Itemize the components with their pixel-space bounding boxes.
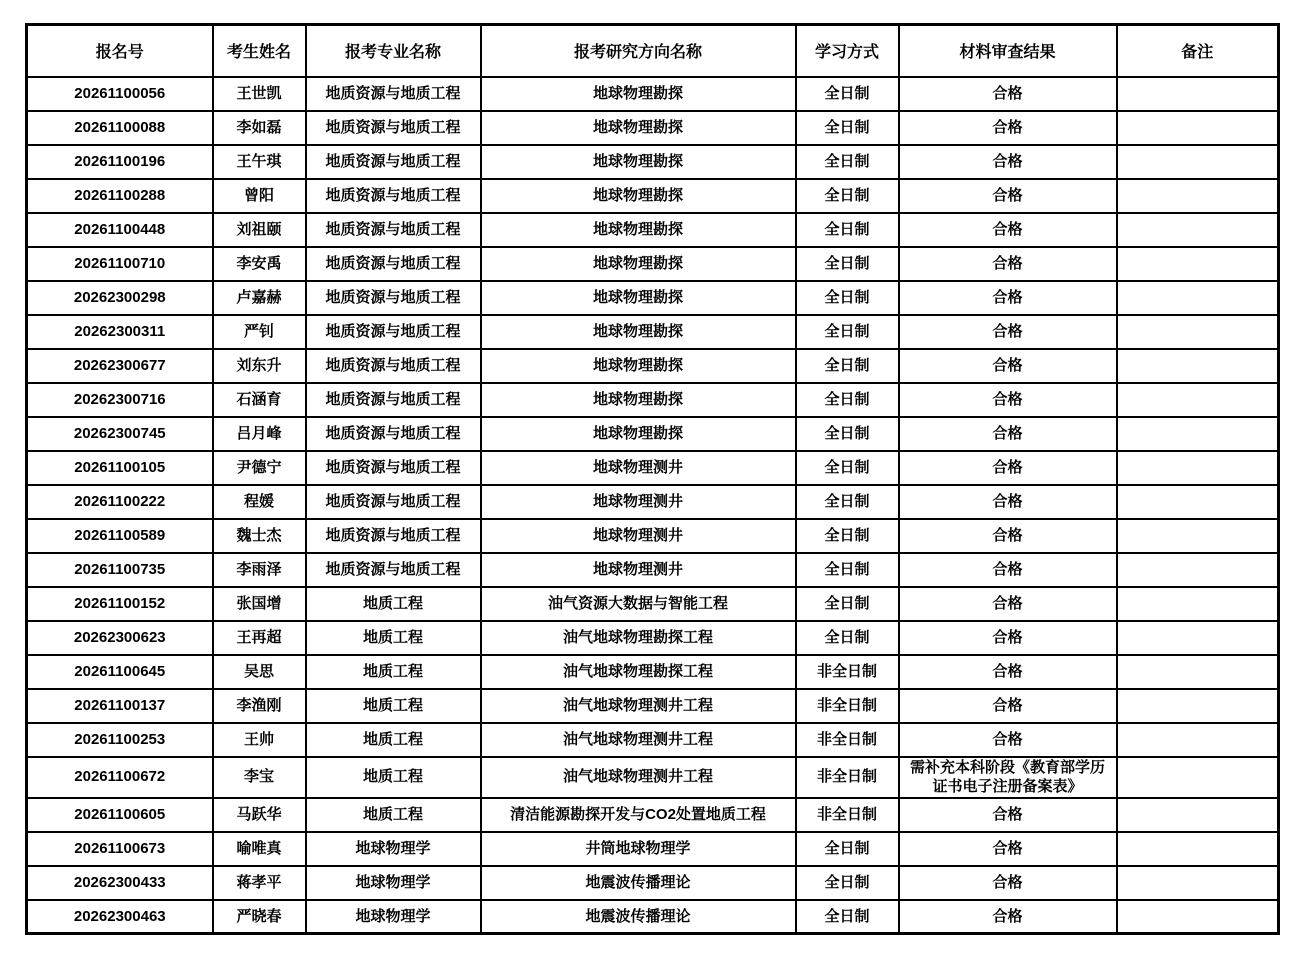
cell-direction: 地球物理勘探 [481,77,796,111]
cell-name: 石涵育 [213,383,306,417]
cell-reg-no: 20262300677 [27,349,213,383]
cell-major: 地质工程 [306,689,481,723]
cell-remark [1117,689,1279,723]
cell-review: 合格 [899,587,1117,621]
cell-review: 合格 [899,655,1117,689]
cell-major: 地质工程 [306,655,481,689]
cell-remark [1117,213,1279,247]
cell-direction: 油气地球物理测井工程 [481,723,796,757]
cell-reg-no: 20261100448 [27,213,213,247]
cell-review: 合格 [899,417,1117,451]
cell-major: 地质工程 [306,723,481,757]
cell-remark [1117,900,1279,934]
cell-name: 李宝 [213,757,306,798]
cell-name: 王世凯 [213,77,306,111]
cell-review: 合格 [899,315,1117,349]
table-row [27,315,1279,349]
table-row [27,553,1279,587]
table-row [27,900,1279,934]
cell-name: 曾阳 [213,179,306,213]
cell-reg-no: 20261100288 [27,179,213,213]
cell-remark [1117,451,1279,485]
cell-study-mode: 全日制 [796,145,899,179]
cell-review: 合格 [899,349,1117,383]
table-row [27,383,1279,417]
cell-study-mode: 非全日制 [796,689,899,723]
cell-major: 地质资源与地质工程 [306,179,481,213]
table-row [27,417,1279,451]
cell-reg-no: 20262300623 [27,621,213,655]
column-header-review: 材料审查结果 [899,25,1117,77]
cell-remark [1117,383,1279,417]
cell-study-mode: 非全日制 [796,655,899,689]
cell-study-mode: 全日制 [796,349,899,383]
cell-remark [1117,587,1279,621]
cell-direction: 地震波传播理论 [481,900,796,934]
cell-review: 合格 [899,383,1117,417]
cell-study-mode: 全日制 [796,866,899,900]
cell-direction: 地球物理勘探 [481,213,796,247]
column-header-direction: 报考研究方向名称 [481,25,796,77]
column-header-major: 报考专业名称 [306,25,481,77]
cell-name: 卢嘉赫 [213,281,306,315]
table-header [27,25,1279,77]
cell-name: 刘祖颐 [213,213,306,247]
cell-reg-no: 20261100735 [27,553,213,587]
cell-direction: 井筒地球物理学 [481,832,796,866]
cell-major: 地质资源与地质工程 [306,349,481,383]
cell-name: 张国增 [213,587,306,621]
cell-study-mode: 全日制 [796,900,899,934]
cell-major: 地质工程 [306,621,481,655]
cell-remark [1117,723,1279,757]
cell-direction: 地球物理勘探 [481,349,796,383]
cell-review: 合格 [899,213,1117,247]
cell-reg-no: 20262300716 [27,383,213,417]
table-row [27,247,1279,281]
cell-remark [1117,315,1279,349]
cell-reg-no: 20262300298 [27,281,213,315]
cell-review: 合格 [899,247,1117,281]
cell-study-mode: 全日制 [796,315,899,349]
cell-direction: 油气地球物理勘探工程 [481,655,796,689]
cell-direction: 油气资源大数据与智能工程 [481,587,796,621]
table-row [27,213,1279,247]
cell-remark [1117,247,1279,281]
cell-major: 地质资源与地质工程 [306,519,481,553]
cell-remark [1117,519,1279,553]
header-row [27,25,1279,77]
cell-major: 地球物理学 [306,866,481,900]
table-row [27,485,1279,519]
cell-direction: 地球物理勘探 [481,281,796,315]
cell-reg-no: 20261100672 [27,757,213,798]
cell-major: 地质资源与地质工程 [306,315,481,349]
cell-review: 合格 [899,798,1117,832]
cell-reg-no: 20262300433 [27,866,213,900]
cell-name: 吕月峰 [213,417,306,451]
cell-remark [1117,111,1279,145]
cell-name: 李渔刚 [213,689,306,723]
cell-name: 严晓春 [213,900,306,934]
cell-reg-no: 20261100589 [27,519,213,553]
cell-review: 合格 [899,77,1117,111]
cell-direction: 地球物理测井 [481,451,796,485]
column-header-name: 考生姓名 [213,25,306,77]
cell-direction: 地球物理勘探 [481,179,796,213]
cell-review: 合格 [899,519,1117,553]
cell-study-mode: 非全日制 [796,757,899,798]
cell-name: 李雨泽 [213,553,306,587]
table-row [27,832,1279,866]
cell-study-mode: 全日制 [796,281,899,315]
cell-reg-no: 20261100152 [27,587,213,621]
cell-name: 王午琪 [213,145,306,179]
cell-major: 地质工程 [306,757,481,798]
cell-remark [1117,621,1279,655]
cell-review: 合格 [899,451,1117,485]
table-row [27,451,1279,485]
cell-remark [1117,866,1279,900]
cell-direction: 地球物理测井 [481,553,796,587]
cell-major: 地质资源与地质工程 [306,111,481,145]
cell-study-mode: 全日制 [796,247,899,281]
cell-review: 合格 [899,553,1117,587]
cell-direction: 地球物理勘探 [481,145,796,179]
cell-study-mode: 全日制 [796,485,899,519]
cell-name: 严钊 [213,315,306,349]
cell-reg-no: 20261100673 [27,832,213,866]
cell-major: 地质资源与地质工程 [306,417,481,451]
table-row [27,77,1279,111]
table-row [27,689,1279,723]
cell-name: 尹德宁 [213,451,306,485]
cell-review: 合格 [899,621,1117,655]
cell-direction: 油气地球物理测井工程 [481,757,796,798]
cell-direction: 地球物理勘探 [481,247,796,281]
cell-reg-no: 20261100056 [27,77,213,111]
cell-remark [1117,179,1279,213]
table-row [27,349,1279,383]
table-row [27,757,1279,798]
cell-remark [1117,655,1279,689]
cell-review: 合格 [899,111,1117,145]
cell-reg-no: 20261100253 [27,723,213,757]
cell-reg-no: 20261100088 [27,111,213,145]
cell-major: 地质资源与地质工程 [306,77,481,111]
cell-direction: 地球物理测井 [481,519,796,553]
cell-direction: 地震波传播理论 [481,866,796,900]
cell-name: 吴思 [213,655,306,689]
cell-major: 地质资源与地质工程 [306,383,481,417]
cell-name: 王再超 [213,621,306,655]
cell-direction: 油气地球物理勘探工程 [481,621,796,655]
cell-reg-no: 20262300311 [27,315,213,349]
table-row [27,621,1279,655]
cell-remark [1117,77,1279,111]
cell-name: 喻唯真 [213,832,306,866]
table-row [27,723,1279,757]
table-row [27,281,1279,315]
cell-reg-no: 20261100222 [27,485,213,519]
cell-study-mode: 全日制 [796,213,899,247]
cell-name: 李安禹 [213,247,306,281]
cell-major: 地质资源与地质工程 [306,553,481,587]
cell-study-mode: 全日制 [796,451,899,485]
cell-direction: 油气地球物理测井工程 [481,689,796,723]
cell-name: 程媛 [213,485,306,519]
cell-remark [1117,553,1279,587]
cell-review: 合格 [899,866,1117,900]
cell-study-mode: 全日制 [796,553,899,587]
column-header-study-mode: 学习方式 [796,25,899,77]
cell-remark [1117,417,1279,451]
cell-direction: 地球物理勘探 [481,111,796,145]
cell-name: 李如磊 [213,111,306,145]
column-header-reg-no: 报名号 [27,25,213,77]
cell-review: 合格 [899,145,1117,179]
cell-major: 地质工程 [306,587,481,621]
cell-name: 魏士杰 [213,519,306,553]
cell-major: 地球物理学 [306,832,481,866]
cell-reg-no: 20261100196 [27,145,213,179]
table-row [27,179,1279,213]
table-row [27,866,1279,900]
table-row [27,798,1279,832]
cell-review: 需补充本科阶段《教育部学历证书电子注册备案表》 [899,757,1117,798]
cell-study-mode: 全日制 [796,587,899,621]
cell-review: 合格 [899,832,1117,866]
cell-major: 地质工程 [306,798,481,832]
cell-study-mode: 全日制 [796,383,899,417]
cell-major: 地球物理学 [306,900,481,934]
cell-study-mode: 全日制 [796,519,899,553]
cell-study-mode: 非全日制 [796,723,899,757]
cell-review: 合格 [899,723,1117,757]
cell-reg-no: 20262300745 [27,417,213,451]
cell-reg-no: 20261100710 [27,247,213,281]
cell-remark [1117,349,1279,383]
cell-review: 合格 [899,281,1117,315]
table-row [27,111,1279,145]
cell-name: 马跃华 [213,798,306,832]
cell-major: 地质资源与地质工程 [306,213,481,247]
cell-reg-no: 20261100605 [27,798,213,832]
table-row [27,587,1279,621]
cell-remark [1117,145,1279,179]
cell-reg-no: 20261100137 [27,689,213,723]
cell-remark [1117,798,1279,832]
cell-study-mode: 全日制 [796,77,899,111]
cell-remark [1117,832,1279,866]
cell-study-mode: 非全日制 [796,798,899,832]
cell-major: 地质资源与地质工程 [306,247,481,281]
cell-direction: 地球物理勘探 [481,315,796,349]
table-body [27,77,1279,934]
cell-study-mode: 全日制 [796,111,899,145]
cell-remark [1117,281,1279,315]
table-row [27,145,1279,179]
cell-review: 合格 [899,689,1117,723]
cell-study-mode: 全日制 [796,621,899,655]
cell-reg-no: 20261100105 [27,451,213,485]
cell-major: 地质资源与地质工程 [306,145,481,179]
cell-direction: 地球物理勘探 [481,383,796,417]
cell-remark [1117,485,1279,519]
cell-remark [1117,757,1279,798]
cell-study-mode: 全日制 [796,179,899,213]
cell-name: 刘东升 [213,349,306,383]
cell-name: 王帅 [213,723,306,757]
cell-name: 蒋孝平 [213,866,306,900]
cell-reg-no: 20262300463 [27,900,213,934]
cell-review: 合格 [899,179,1117,213]
cell-review: 合格 [899,485,1117,519]
cell-direction: 地球物理测井 [481,485,796,519]
column-header-remark: 备注 [1117,25,1279,77]
table-row [27,519,1279,553]
cell-direction: 地球物理勘探 [481,417,796,451]
table-row [27,655,1279,689]
cell-study-mode: 全日制 [796,417,899,451]
cell-direction: 清洁能源勘探开发与CO2处置地质工程 [481,798,796,832]
cell-study-mode: 全日制 [796,832,899,866]
cell-review: 合格 [899,900,1117,934]
cell-major: 地质资源与地质工程 [306,451,481,485]
cell-reg-no: 20261100645 [27,655,213,689]
cell-major: 地质资源与地质工程 [306,485,481,519]
applicants-table [25,23,1280,935]
cell-major: 地质资源与地质工程 [306,281,481,315]
